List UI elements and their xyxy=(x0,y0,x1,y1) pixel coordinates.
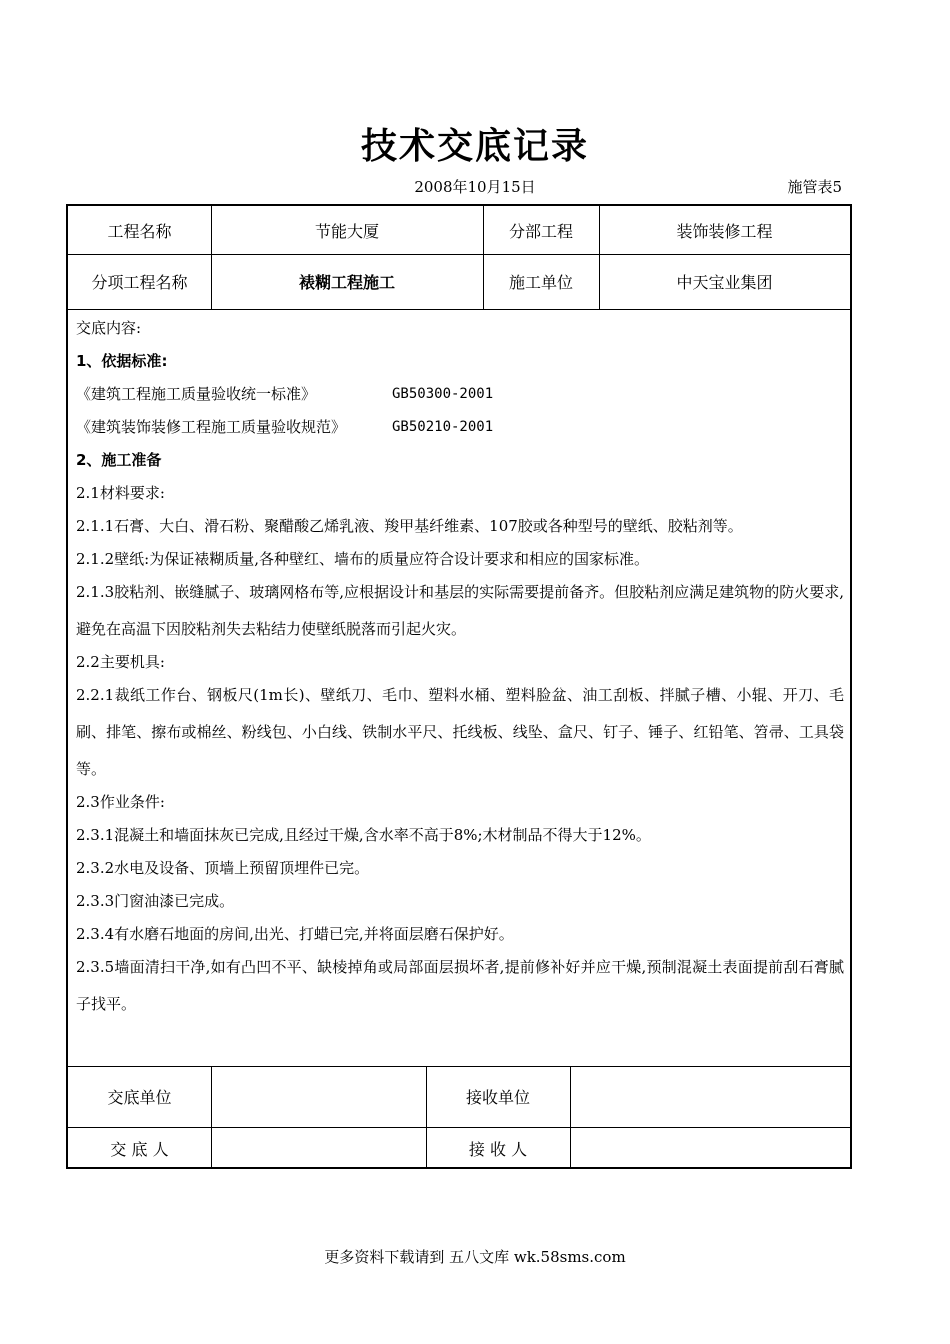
standard-name: 《建筑装饰装修工程施工质量验收规范》 xyxy=(76,418,347,436)
receiver-unit-field[interactable] xyxy=(570,1066,850,1127)
record-date: 2008年10月15日 xyxy=(414,178,536,196)
construction-unit-value: 中天宝业集团 xyxy=(676,273,773,292)
standard-code: GB50210-2001 xyxy=(392,419,494,435)
standard-item xyxy=(76,411,844,444)
page-title: 技术交底记录 xyxy=(360,126,589,167)
clause-text: 2.1.1石膏、大白、滑石粉、聚醋酸乙烯乳液、羧甲基纤维素、107胶或各种型号的壁纸、胶粘剂等。 xyxy=(76,517,743,535)
clause-text: 2.1.2壁纸:为保证裱糊质量,各种壁红、墙布的质量应符合设计要求和相应的国家标准。 xyxy=(76,550,649,568)
clause-text: 2.3.1混凝土和墙面抹灰已完成,且经过干燥,含水率不高于8%;木材制品不得大于12%。 xyxy=(76,826,651,844)
clause-text: 2.3.5墙面清扫干净,如有凸凹不平、缺棱掉角或局部面层损坏者,提前修补好并应干燥,预制混凝土表面提前刮石膏腻子找平。 xyxy=(76,958,844,1013)
subsection-heading: 2.1材料要求: xyxy=(76,484,165,502)
clause-text: 2.1.3胶粘剂、嵌缝腻子、玻璃网格布等,应根据设计和基层的实际需要提前备齐。但胶粘剂应满足建筑物的防火要求,避免在高温下因胶粘剂失去粘结力使壁纸脱落而引起火灾。 xyxy=(76,583,844,638)
project-name-value: 节能大厦 xyxy=(314,221,379,241)
disclosure-content xyxy=(76,312,844,1021)
record-table xyxy=(66,204,852,1169)
project-name-label: 工程名称 xyxy=(107,221,172,241)
clause-text: 2.2.1裁纸工作台、钢板尺(1m长)、壁纸刀、毛巾、塑料水桶、塑料脸盆、油工刮板、拌腻子槽、小辊、开刀、毛刷、排笔、擦布或棉丝、粉线包、小白线、铁制水平尺、托线板、线坠、盒尺、钉子、锤子、红铅笔、笤帚、工具袋等。 xyxy=(76,686,844,778)
subsection-heading: 2.2主要机具: xyxy=(76,653,165,671)
issuer-unit-label: 交底单位 xyxy=(107,1088,172,1107)
standard-name: 《建筑工程施工质量验收统一标准》 xyxy=(76,385,317,403)
division-label: 分部工程 xyxy=(508,221,573,241)
subitem-value: 裱糊工程施工 xyxy=(298,273,395,292)
subsection-heading: 2.3作业条件: xyxy=(76,793,165,811)
footer-note: 更多资料下载请到 五八文库 wk.58sms.com xyxy=(324,1248,626,1266)
clause-text: 2.3.4有水磨石地面的房间,出光、打蜡已完,并将面层磨石保护好。 xyxy=(76,925,514,943)
subitem-label: 分项工程名称 xyxy=(91,273,188,292)
standard-item xyxy=(76,378,844,411)
division-value: 装饰装修工程 xyxy=(676,221,773,241)
issuer-unit-field[interactable] xyxy=(211,1066,426,1127)
issuer-label: 交 底 人 xyxy=(110,1139,169,1159)
receiver-field[interactable] xyxy=(570,1127,850,1169)
section-heading: 2、施工准备 xyxy=(76,451,162,469)
clause-text: 2.3.3门窗油漆已完成。 xyxy=(76,892,235,910)
issuer-field[interactable] xyxy=(211,1127,426,1169)
receiver-unit-label: 接收单位 xyxy=(465,1088,530,1107)
form-number: 施管表5 xyxy=(787,178,842,196)
content-intro: 交底内容: xyxy=(76,319,142,337)
standard-code: GB50300-2001 xyxy=(392,386,494,402)
section-heading: 1、依据标准: xyxy=(76,352,168,370)
row-divider xyxy=(68,309,850,310)
clause-text: 2.3.2水电及设备、顶墙上预留顶埋件已完。 xyxy=(76,859,370,877)
receiver-label: 接 收 人 xyxy=(468,1139,528,1159)
construction-unit-label: 施工单位 xyxy=(508,273,573,292)
